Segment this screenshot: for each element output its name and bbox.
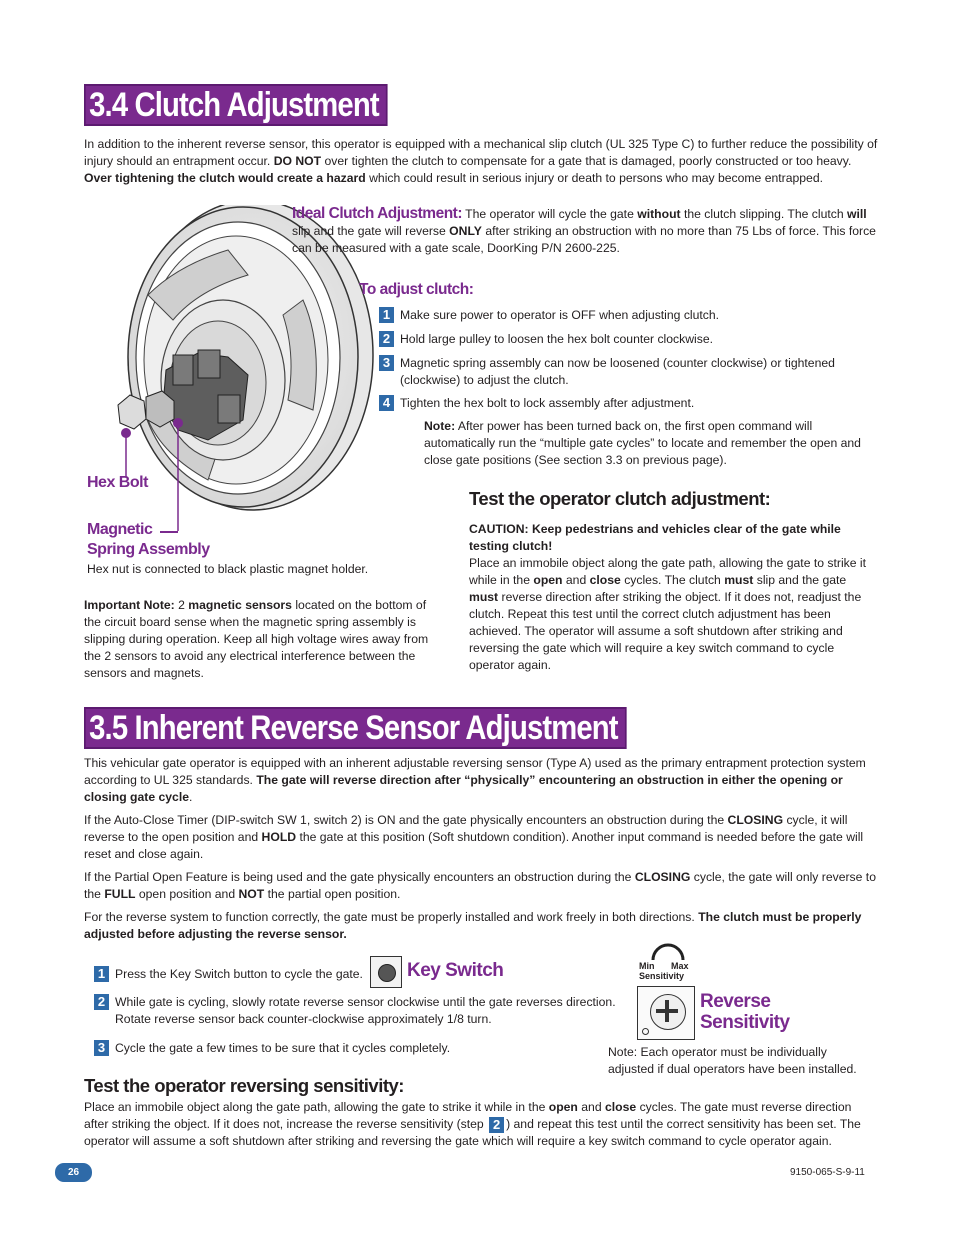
para-text: If the Auto-Close Timer (DIP-switch SW 1, switch 2) is ON and the gate physically encounters an obstruction during the xyxy=(84,813,725,827)
para-text: For the reverse system to function correctly, the gate must be properly installed and work freely in both directions. xyxy=(84,910,695,924)
test-text: Place an immobile object along the gate path, allowing the gate to strike it while in the xyxy=(469,556,867,587)
reverse-sensitivity-label xyxy=(700,991,790,1033)
ideal-text: slip and the gate will reverse xyxy=(292,224,446,238)
test-text: and xyxy=(581,1100,602,1114)
step-number: 2 xyxy=(94,994,109,1010)
para-text: This vehicular gate operator is equipped with an inherent adjustable reversing sensor (Type A) used as the primary entrapment protection system according to UL 325 standards. xyxy=(84,756,866,787)
test-clutch-paragraph xyxy=(469,521,869,674)
adjust-clutch-heading: To adjust clutch: xyxy=(359,281,474,298)
para-text: the gate at this position (Soft shutdown condition). Another input command is needed before the gate will reset and close again. xyxy=(84,830,864,861)
reverse-paragraph-2 xyxy=(84,812,879,863)
intro-do-not: DO NOT xyxy=(273,154,322,168)
para-bold: FULL xyxy=(104,887,136,901)
para-text: cycle, the gate will only reverse to the xyxy=(84,870,876,901)
step-number: 3 xyxy=(94,1040,109,1056)
step-number-inline: 2 xyxy=(489,1117,504,1133)
test-text: reverse direction after striking the object. If it does not, readjust the clutch. Repeat this test until the correct clutch adjustment has been achieved. The operator will assume a soft shutdown after striking and reversing the gate which will require a key switch command to cycle operator again. xyxy=(469,590,862,672)
ideal-heading: Ideal Clutch Adjustment: xyxy=(292,205,462,222)
test-text: cycles. The clutch xyxy=(624,573,721,587)
step-text: Cycle the gate a few times to be sure that it cycles completely. xyxy=(115,1041,451,1055)
document-number: 9150-065-S-9-11 xyxy=(790,1167,865,1178)
important-note xyxy=(84,597,442,682)
section-title-reverse-sensor: 3.5 Inherent Reverse Sensor Adjustment xyxy=(84,707,626,749)
power-note xyxy=(424,418,869,469)
note-text: After power has been turned back on, the first open command will automatically run the “multiple gate cycles” to locate and remember the open and close gate positions (See section 3.3 on previous page). xyxy=(424,419,861,467)
test-must: must xyxy=(469,590,499,604)
intro-text: In addition to the inherent reverse sensor, this operator is equipped with a mechanical slip clutch (UL 325 Type C) to further reduce the possibility of injury should an entrapment occur. xyxy=(84,137,878,168)
para-text: open position and xyxy=(138,887,236,901)
dial-arrow-icon xyxy=(638,938,698,962)
ideal-text: The operator will cycle the gate xyxy=(465,207,634,221)
intro-text: which could result in serious injury or death to persons who may become entrapped. xyxy=(369,171,823,185)
reverse-paragraph-1: This vehicular gate operator is equipped with an inherent adjustable reversing sensor (Type A) used as the primary entrapment protection system according to UL 325 standards. The gate will reverse direction after “physically” encountering an obstruction in either the opening or closing gate cycle. xyxy=(84,756,866,804)
test-text: cycles. The gate must reverse direction after striking the object. If it does not, increase the reverse sensitivity (step xyxy=(84,1100,852,1131)
test-text: slip and the gate xyxy=(756,573,847,587)
magnetic-label-line1: Magnetic xyxy=(87,521,153,538)
key-switch-label: Key Switch xyxy=(407,960,504,981)
step-text: Hold large pulley to loosen the hex bolt counter clockwise. xyxy=(400,332,713,346)
para-bold: The gate will reverse direction after “physically” encountering an obstruction in either the opening or closing gate cycle xyxy=(84,773,843,804)
magnetic-label-line2: Spring Assembly xyxy=(87,541,210,558)
dial-min-label: Min xyxy=(639,961,655,971)
step-text: Tighten the hex bolt to lock assembly after adjustment. xyxy=(400,396,695,410)
dial-labels xyxy=(639,961,699,981)
test-text: and xyxy=(565,573,587,587)
important-sensors: magnetic sensors xyxy=(188,598,292,612)
dial-sensitivity-label: Sensitivity xyxy=(639,971,685,981)
reverse-paragraph-4 xyxy=(84,909,879,943)
test-clutch-heading: Test the operator clutch adjustment: xyxy=(469,488,771,509)
dial-max-label: Max xyxy=(671,961,689,971)
para-text: If the Partial Open Feature is being used and the gate physically encounters an obstruction during the xyxy=(84,870,632,884)
important-text: 2 xyxy=(178,598,185,612)
clutch-intro-paragraph xyxy=(84,136,879,187)
step-number: 1 xyxy=(379,307,394,323)
pointer-line xyxy=(160,531,178,533)
section-title-clutch: 3.4 Clutch Adjustment xyxy=(84,84,387,126)
reverse-paragraph-3 xyxy=(84,869,879,903)
step-number: 3 xyxy=(379,355,394,371)
step-text: Press the Key Switch button to cycle the gate. xyxy=(115,967,363,981)
dual-operator-note: Note: Each operator must be individually adjusted if dual operators have been installed. xyxy=(608,1045,857,1076)
test-text: ) and repeat this test until the correct sensitivity has been set. The operator will assume a soft shutdown after striking and reversing the gate which will require a key switch command to cycle operator again. xyxy=(84,1117,861,1148)
important-label: Important Note: xyxy=(84,598,175,612)
reverse-label-line1: Reverse xyxy=(700,991,771,1012)
test-close: close xyxy=(605,1100,637,1114)
note-label: Note: xyxy=(424,419,456,433)
test-reversing-paragraph xyxy=(84,1099,879,1150)
caution-text: CAUTION: Keep pedestrians and vehicles clear of the gate while testing clutch! xyxy=(469,522,841,553)
reverse-sensitivity-potentiometer xyxy=(637,986,695,1040)
test-text: Place an immobile object along the gate path, allowing the gate to strike it while in the xyxy=(84,1100,546,1114)
para-text: the partial open position. xyxy=(267,887,401,901)
test-open: open xyxy=(533,573,563,587)
test-reversing-heading: Test the operator reversing sensitivity: xyxy=(84,1075,404,1096)
test-close: close xyxy=(589,573,621,587)
ideal-text: after striking an obstruction with no more than 75 Lbs of force. This force can be measured with a gate scale, DoorKing P/N 2600-225. xyxy=(292,224,876,255)
magnetic-spring-label xyxy=(87,520,210,560)
para-bold: CLOSING xyxy=(727,813,784,827)
ideal-adjustment-paragraph xyxy=(292,205,877,257)
para-bold: CLOSING xyxy=(634,870,691,884)
test-must: must xyxy=(724,573,754,587)
hex-nut-caption: Hex nut is connected to black plastic magnet holder. xyxy=(87,562,369,576)
ideal-only: ONLY xyxy=(449,224,482,238)
para-bold: NOT xyxy=(238,887,265,901)
important-text: located on the bottom of the circuit board sense when the magnetic spring assembly is slipping during operation. Keep all high voltage wires away from the 2 sensors to avoid any electrical interference between the sensors and magnets. xyxy=(84,598,429,680)
hex-bolt-label: Hex Bolt xyxy=(87,474,148,491)
key-switch-icon xyxy=(370,956,402,988)
para-text: cycle, it will reverse to the open position and xyxy=(84,813,848,844)
intro-text: over tighten the clutch to compensate for a gate that is damaged, poorly constructed or too heavy. xyxy=(324,154,852,168)
test-open: open xyxy=(548,1100,578,1114)
intro-hazard: Over tightening the clutch would create a hazard xyxy=(84,171,366,185)
step-text: Make sure power to operator is OFF when adjusting clutch. xyxy=(400,308,720,322)
reverse-label-line2: Sensitivity xyxy=(700,1012,790,1033)
step-number: 2 xyxy=(379,331,394,347)
step-number: 4 xyxy=(379,395,394,411)
step-text: While gate is cycling, slowly rotate reverse sensor clockwise until the gate reverses direction. Rotate reverse sensor back counter-clockwise approximately 1/8 turn. xyxy=(115,995,616,1026)
step-text: Magnetic spring assembly can now be loosened (counter clockwise) or tightened (clockwise) to adjust the clutch. xyxy=(400,356,835,387)
page-number: 26 xyxy=(55,1163,92,1182)
para-bold: HOLD xyxy=(261,830,297,844)
step-number: 1 xyxy=(94,966,109,982)
para-bold: The clutch must be properly adjusted before adjusting the reverse sensor. xyxy=(84,910,862,941)
ideal-will: will xyxy=(847,207,867,221)
ideal-text: the clutch slipping. The clutch xyxy=(683,207,844,221)
ideal-without: without xyxy=(637,207,681,221)
